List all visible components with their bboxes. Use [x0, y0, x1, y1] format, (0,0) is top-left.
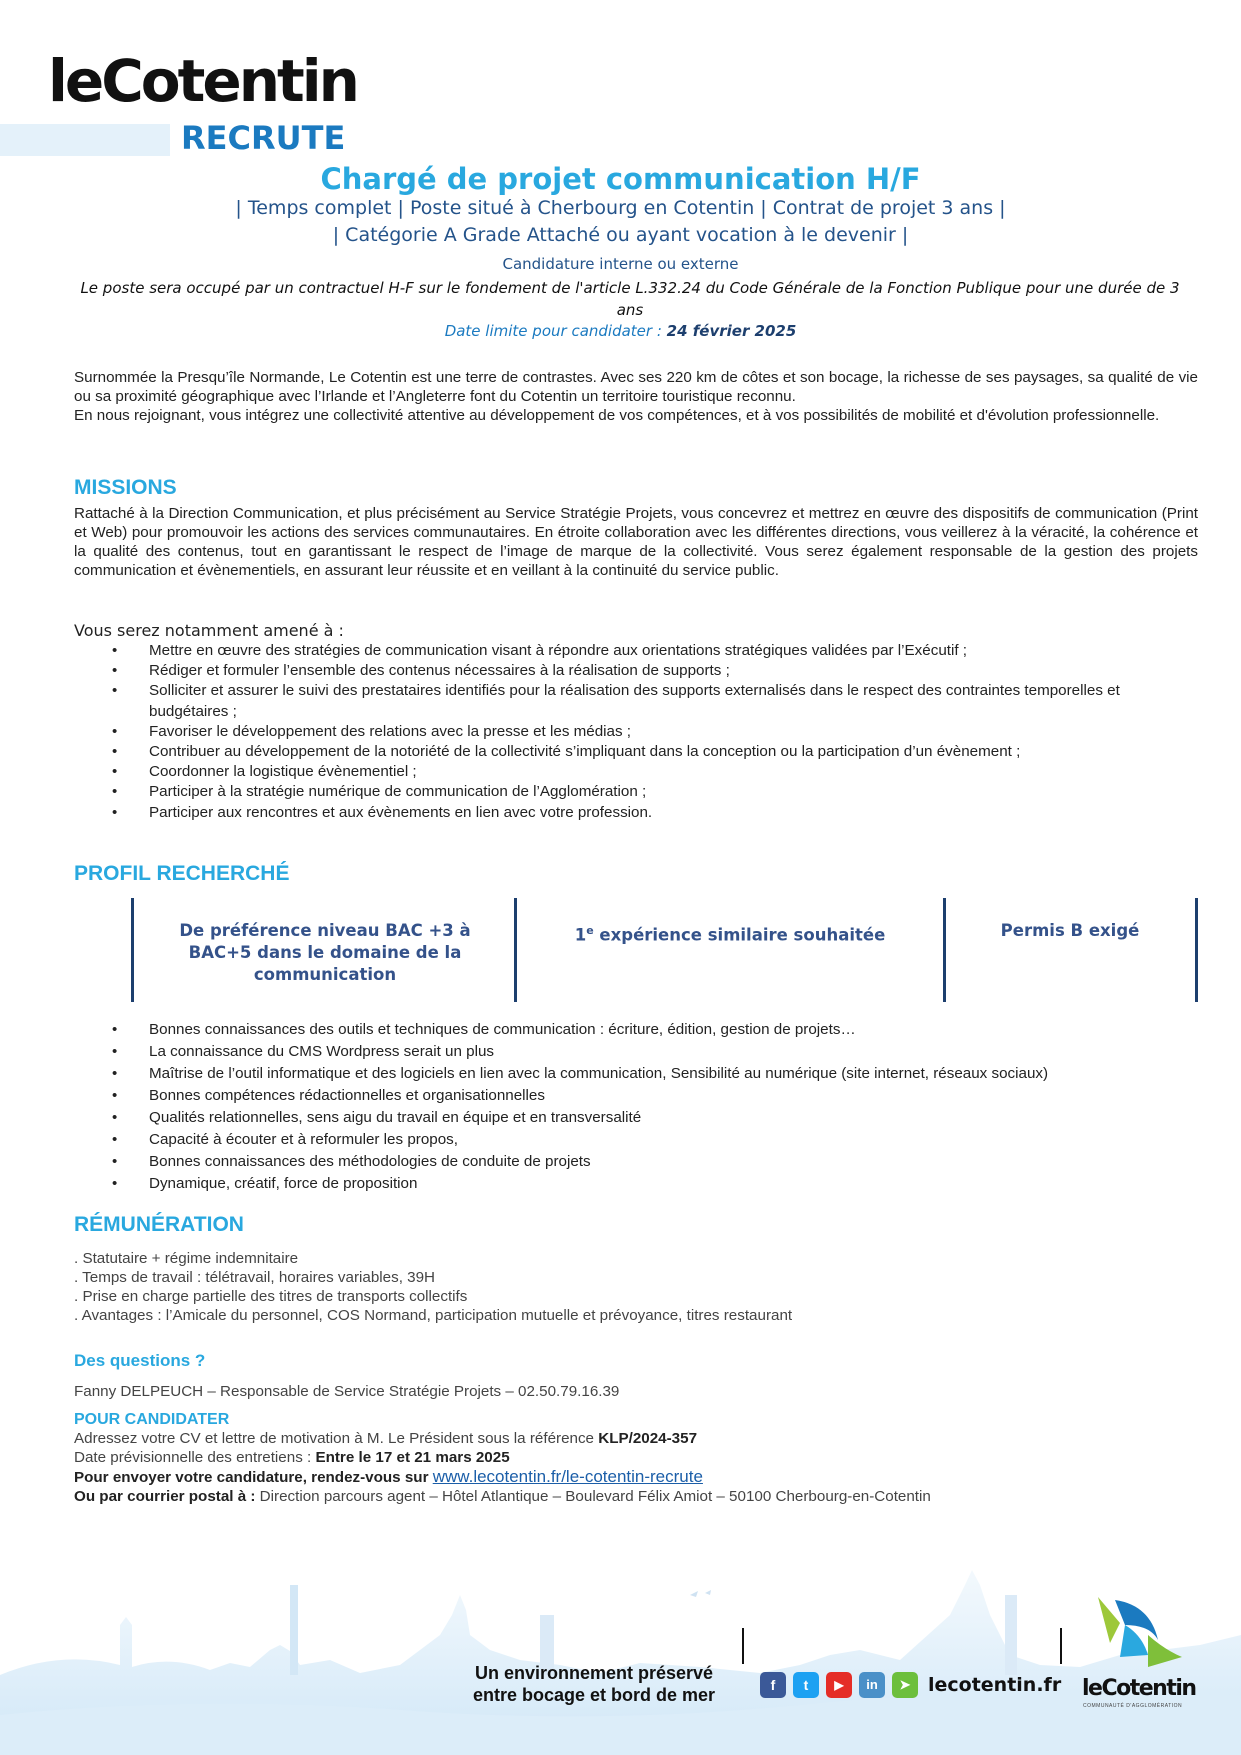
bullet: • — [112, 743, 118, 761]
list-item: • Participer aux rencontres et aux évènements en lien avec votre profession. — [74, 803, 1198, 823]
remuneration-line: . Statutaire + régime indemnitaire — [74, 1250, 299, 1267]
remuneration-line: . Temps de travail : télétravail, horaires variables, 39H — [74, 1269, 436, 1286]
list-item: • Rédiger et formuler l’ensemble des contenus nécessaires à la réalisation de supports ; — [74, 661, 1198, 681]
profile-heading: PROFIL RECHERCHÉ — [74, 862, 290, 885]
bullet: • — [112, 803, 118, 821]
bullet: • — [112, 1153, 118, 1170]
remuneration-line: . Prise en charge partielle des titres de transports collectifs — [74, 1288, 468, 1305]
list-item: • Dynamique, créatif, force de proposition — [74, 1173, 1198, 1195]
list-item: • Solliciter et assurer le suivi des prestataires identifiés pour la réalisation des supports externalisés dans le respect des contraintes temporelles et budgétaires ; — [112, 682, 1120, 720]
bullet: • — [112, 1175, 118, 1192]
bullet: • — [112, 682, 118, 700]
logo-lecotentin: leCotentin — [48, 47, 357, 115]
missions-lead: Vous serez notamment amené à : — [74, 621, 344, 640]
footer-separator — [742, 1628, 744, 1664]
apply-line-interviews: Date prévisionnelle des entretiens : Entre le 17 et 21 mars 2025 — [74, 1449, 510, 1466]
apply-line-website: Pour envoyer votre candidature, rendez-vous sur www.lecotentin.fr/le-cotentin-recrute — [74, 1467, 703, 1486]
deadline-label: Date limite pour candidater : — [444, 322, 667, 340]
questions-heading: Des questions ? — [74, 1351, 206, 1370]
send-icon[interactable]: ➤ — [892, 1672, 918, 1698]
footer-slogan: Un environnement préservé entre bocage et bord de mer — [472, 1663, 716, 1705]
reference-code: KLP/2024-357 — [598, 1430, 698, 1447]
bullet: • — [112, 1109, 118, 1126]
bullet: • — [112, 642, 118, 659]
remuneration-list — [74, 1249, 792, 1325]
list-item: • Mettre en œuvre des stratégies de communication visant à répondre aux orientations stratégiques validées par l’Exécutif ; — [74, 641, 1198, 661]
list-item: • Maîtrise de l’outil informatique et des logiciels en lien avec la communication, Sensibilité au numérique (site internet, réseaux sociaux) — [74, 1063, 1198, 1085]
bullet: • — [112, 783, 118, 801]
apply-heading: POUR CANDIDATER — [74, 1411, 230, 1428]
intro-paragraph — [74, 368, 1198, 425]
list-item: • Contribuer au développement de la notoriété de la collectivité s’impliquant dans la conception ou la participation d’un évènement ; — [74, 742, 1198, 762]
recruitment-link[interactable]: www.lecotentin.fr/le-cotentin-recrute — [432, 1467, 703, 1486]
missions-text: Rattaché à la Direction Communication, et plus précisément au Service Stratégie Projets, vous concevrez et mettrez en œuvre des dispositifs de communication (Print et Web) pour promouvoir les actions des services communautaires. En étroite collaboration avec les différentes directions, vous veillerez à la véracité, la cohérence et la qualité des contenus, tout en garantissant le respect de l’image de marque de la collectivité. Vous serez également responsable de la gestion des projets communication et évènementiels, en assurant leur réussite et en veillant à la continuité du service public. — [74, 505, 1198, 579]
box-divider — [1195, 898, 1198, 1002]
profile-list — [74, 1019, 1198, 1195]
logo-background-band — [0, 124, 170, 156]
interview-dates: Entre le 17 et 21 mars 2025 — [315, 1449, 510, 1466]
profile-box-license: Permis B exigé — [1000, 921, 1140, 940]
list-item: • Capacité à écouter et à reformuler les propos, — [74, 1129, 1198, 1151]
footer-logo-text: leCotentin — [1082, 1676, 1196, 1701]
remuneration-heading: RÉMUNÉRATION — [74, 1213, 244, 1236]
apply-line-postal: Ou par courrier postal à : Direction parcours agent – Hôtel Atlantique – Boulevard Félix Amiot – 50100 Cherbourg-en-Cotentin — [74, 1488, 931, 1505]
missions-list — [74, 641, 1198, 823]
bullet: • — [112, 662, 118, 680]
box-divider — [943, 898, 946, 1002]
bullet: • — [112, 1087, 118, 1104]
facebook-icon[interactable]: f — [760, 1672, 786, 1698]
profile-box-experience: 1e expérience similaire souhaitée — [574, 924, 886, 945]
intro-p2: En nous rejoignant, vous intégrez une collectivité attentive au développement de vos compétences, et à vos possibilités de mobilité et d'évolution professionnelle. — [74, 407, 1160, 424]
intro-p1: Surnommée la Presqu’île Normande, Le Cotentin est une terre de contrastes. Avec ses 220 km de côtes et son bocage, la richesse de ses paysages, sa qualité de vie ou sa proximité géographique avec l’Irlande et l’Angleterre font du Cotentin un territoire touristique reconnu. — [74, 369, 1198, 405]
bullet: • — [112, 1043, 118, 1060]
bullet: • — [112, 1131, 118, 1148]
footer-logo-tagline: COMMUNAUTÉ D'AGGLOMÉRATION — [1083, 1703, 1183, 1709]
list-item: • Bonnes connaissances des outils et techniques de communication : écriture, édition, gestion de projets… — [74, 1019, 1198, 1041]
bullet: • — [112, 722, 118, 740]
list-item: • La connaissance du CMS Wordpress serait un plus — [74, 1041, 1198, 1063]
logo-recrute: RECRUTE — [181, 119, 346, 157]
box-divider — [514, 898, 517, 1002]
twitter-icon[interactable]: t — [793, 1672, 819, 1698]
apply-line-reference: Adressez votre CV et lettre de motivation à M. Le Président sous la référence KLP/2024-357 — [74, 1430, 698, 1447]
footer-separator — [1060, 1628, 1062, 1664]
box-divider — [131, 898, 134, 1002]
list-item: • Qualités relationnelles, sens aigu du travail en équipe et en transversalité — [74, 1107, 1198, 1129]
bullet: • — [112, 1021, 118, 1038]
missions-heading: MISSIONS — [74, 476, 177, 499]
questions-contact: Fanny DELPEUCH – Responsable de Service Stratégie Projets – 02.50.79.16.39 — [74, 1383, 620, 1400]
job-subtitle-line1: | Temps complet | Poste situé à Cherbourg en Cotentin | Contrat de projet 3 ans | — [235, 197, 1006, 219]
deadline-date: 24 février 2025 — [666, 322, 797, 340]
youtube-icon[interactable]: ▶ — [826, 1672, 852, 1698]
list-item: • Bonnes compétences rédactionnelles et organisationnelles — [74, 1085, 1198, 1107]
list-item: • Bonnes connaissances des méthodologies de conduite de projets — [74, 1151, 1198, 1173]
profile-box-education: De préférence niveau BAC +3 à BAC+5 dans le domaine de la communication — [179, 921, 471, 984]
footer-website[interactable]: lecotentin.fr — [928, 1674, 1062, 1696]
candidature-type: Candidature interne ou externe — [502, 255, 739, 273]
job-title: Chargé de projet communication H/F — [320, 162, 921, 196]
deadline — [60, 322, 1181, 340]
apply-block — [74, 1429, 931, 1506]
bullet: • — [112, 763, 118, 781]
list-item: • Participer à la stratégie numérique de communication de l’Agglomération ; — [74, 782, 1198, 802]
list-item: • Favoriser le développement des relations avec la presse et les médias ; — [74, 722, 1198, 742]
job-subtitle-line2: | Catégorie A Grade Attaché ou ayant vocation à le devenir | — [332, 224, 909, 246]
lecotentin-emblem-icon — [1080, 1595, 1185, 1675]
bullet: • — [112, 1065, 118, 1082]
legal-note: Le poste sera occupé par un contractuel H-F sur le fondement de l'article L.332.24 du Code Générale de la Fonction Publique pour une durée de 3 ans — [80, 279, 1180, 319]
remuneration-line: . Avantages : l’Amicale du personnel, COS Normand, participation mutuelle et prévoyance, titres restaurant — [74, 1307, 793, 1324]
linkedin-icon[interactable]: in — [859, 1672, 885, 1698]
coastal-silhouette-illustration — [0, 1555, 1241, 1755]
list-item: • Coordonner la logistique évènementiel ; — [74, 762, 1198, 782]
